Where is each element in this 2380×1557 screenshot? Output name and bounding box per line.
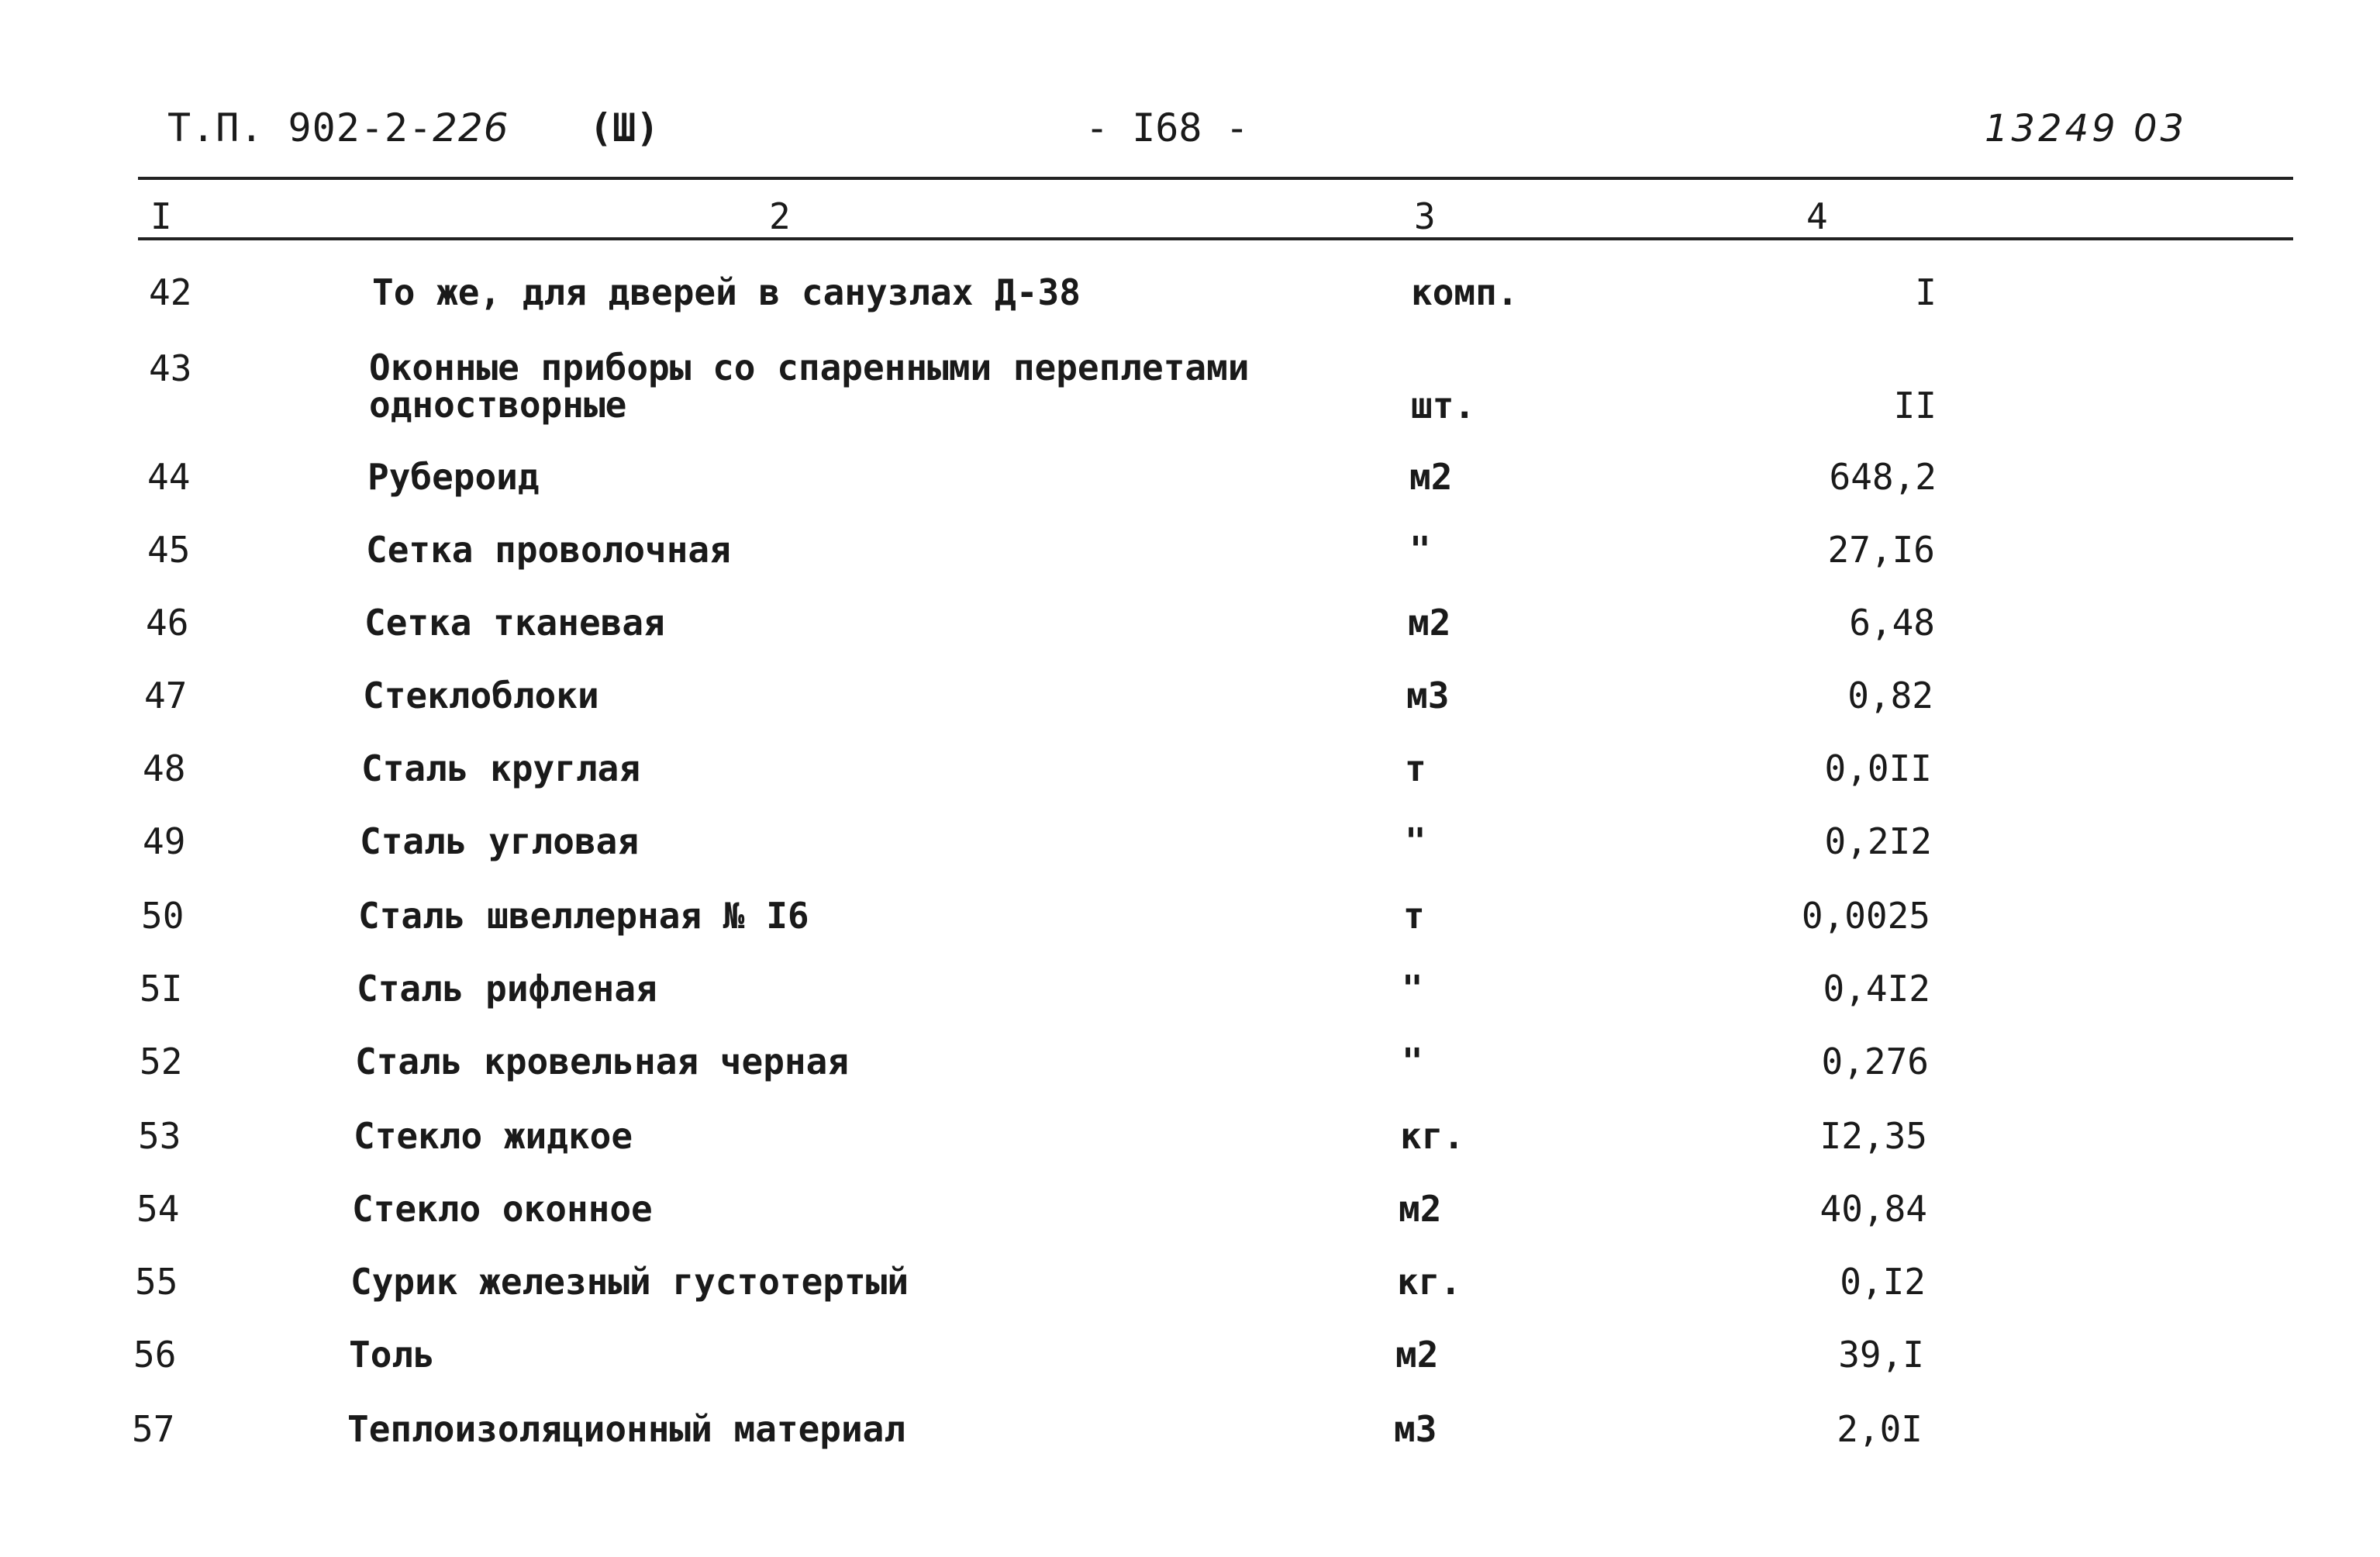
table-row — [0, 347, 2380, 426]
project-code-handwritten: 226 — [433, 105, 509, 150]
row-number: 5I — [140, 968, 183, 1010]
table-row — [0, 1117, 2380, 1186]
table-row — [0, 1335, 2380, 1405]
quantity: 0,276 — [1821, 1041, 1929, 1082]
row-number: 55 — [135, 1261, 178, 1303]
table-row — [0, 969, 2380, 1039]
material-name: Сетка тканевая — [364, 602, 665, 644]
material-name: Стекло жидкое — [354, 1115, 633, 1157]
unit-of-measure: м2 — [1408, 602, 1451, 644]
row-number: 50 — [141, 895, 185, 937]
quantity: 27,I6 — [1827, 529, 1935, 571]
unit-of-measure: кг. — [1397, 1261, 1462, 1303]
material-name: Оконные приборы со спаренными переплетами одностворные — [369, 347, 1250, 426]
table-top-rule — [138, 177, 2293, 180]
quantity: I — [1915, 271, 1937, 313]
unit-of-measure: шт. — [1411, 385, 1476, 426]
table-row — [0, 749, 2380, 819]
unit-of-measure: м2 — [1399, 1188, 1442, 1230]
quantity: I2,35 — [1819, 1115, 1927, 1157]
row-number: 47 — [144, 675, 188, 716]
table-row — [0, 822, 2380, 892]
material-name: То же, для дверей в санузлах Д-38 — [372, 271, 1081, 313]
unit-of-measure: т — [1403, 895, 1425, 937]
material-name: Сталь угловая — [360, 820, 640, 862]
table-header-rule — [138, 237, 2293, 240]
quantity: 0,82 — [1847, 675, 1933, 716]
unit-of-measure: кг. — [1400, 1115, 1465, 1157]
row-number: 52 — [140, 1041, 183, 1082]
volume-label: (Ш) — [589, 105, 660, 150]
unit-of-measure: м3 — [1406, 675, 1450, 716]
project-code-prefix: Т.П. 902-2- — [167, 105, 433, 150]
column-header-2: 2 — [769, 195, 791, 237]
unit-of-measure: " — [1402, 1041, 1423, 1082]
quantity: 39,I — [1838, 1334, 1924, 1376]
quantity: 0,I2 — [1840, 1261, 1926, 1303]
quantity: 40,84 — [1819, 1188, 1927, 1230]
table-row — [0, 457, 2380, 527]
quantity: 2,0I — [1837, 1408, 1923, 1450]
document-number: 13249 03 — [1985, 107, 2188, 150]
column-header-3: 3 — [1414, 195, 1436, 237]
row-number: 46 — [146, 602, 189, 644]
quantity: 0,0025 — [1801, 895, 1930, 937]
row-number: 45 — [147, 529, 191, 571]
row-number: 56 — [133, 1334, 177, 1376]
column-header-4: 4 — [1806, 195, 1828, 237]
row-number: 44 — [147, 456, 191, 498]
material-name: Теплоизоляционный материал — [347, 1408, 906, 1450]
table-row — [0, 530, 2380, 600]
quantity: 648,2 — [1829, 456, 1937, 498]
material-name: Рубероид — [367, 456, 540, 498]
material-name: Сурик железный густотертый — [350, 1261, 909, 1303]
row-number: 54 — [136, 1188, 180, 1230]
material-name: Сталь круглая — [361, 747, 641, 789]
material-name: Сталь кровельная черная — [355, 1041, 849, 1082]
unit-of-measure: м3 — [1394, 1408, 1437, 1450]
row-number: 53 — [138, 1115, 181, 1157]
table-row — [0, 1189, 2380, 1259]
material-name: Толь — [349, 1334, 435, 1376]
quantity: II — [1893, 385, 1937, 426]
project-code — [167, 105, 509, 150]
material-name: Сталь швеллерная № I6 — [358, 895, 809, 937]
material-name: Сетка проволочная — [366, 529, 731, 571]
column-header-1: I — [150, 195, 172, 237]
material-name: Стекло оконное — [352, 1188, 653, 1230]
unit-of-measure: комп. — [1411, 271, 1519, 313]
unit-of-measure: " — [1405, 820, 1426, 862]
unit-of-measure: " — [1409, 529, 1431, 571]
quantity: 0,2I2 — [1824, 820, 1932, 862]
table-row — [0, 1262, 2380, 1332]
unit-of-measure: м2 — [1409, 456, 1453, 498]
quantity: 0,4I2 — [1823, 968, 1930, 1010]
material-name: Стеклоблоки — [363, 675, 599, 716]
table-row — [0, 273, 2380, 343]
unit-of-measure: м2 — [1395, 1334, 1439, 1376]
material-name: Сталь рифленая — [357, 968, 657, 1010]
quantity: 0,0II — [1824, 747, 1932, 789]
unit-of-measure: " — [1402, 968, 1423, 1010]
row-number: 57 — [132, 1408, 175, 1450]
row-number: 43 — [149, 347, 192, 389]
table-row — [0, 603, 2380, 673]
page-number: - I68 - — [1085, 105, 1249, 150]
unit-of-measure: т — [1405, 747, 1426, 789]
table-row — [0, 1042, 2380, 1112]
table-row — [0, 676, 2380, 746]
row-number: 49 — [143, 820, 186, 862]
table-row — [0, 896, 2380, 966]
row-number: 42 — [149, 271, 192, 313]
quantity: 6,48 — [1849, 602, 1935, 644]
table-row — [0, 1410, 2380, 1479]
row-number: 48 — [143, 747, 186, 789]
